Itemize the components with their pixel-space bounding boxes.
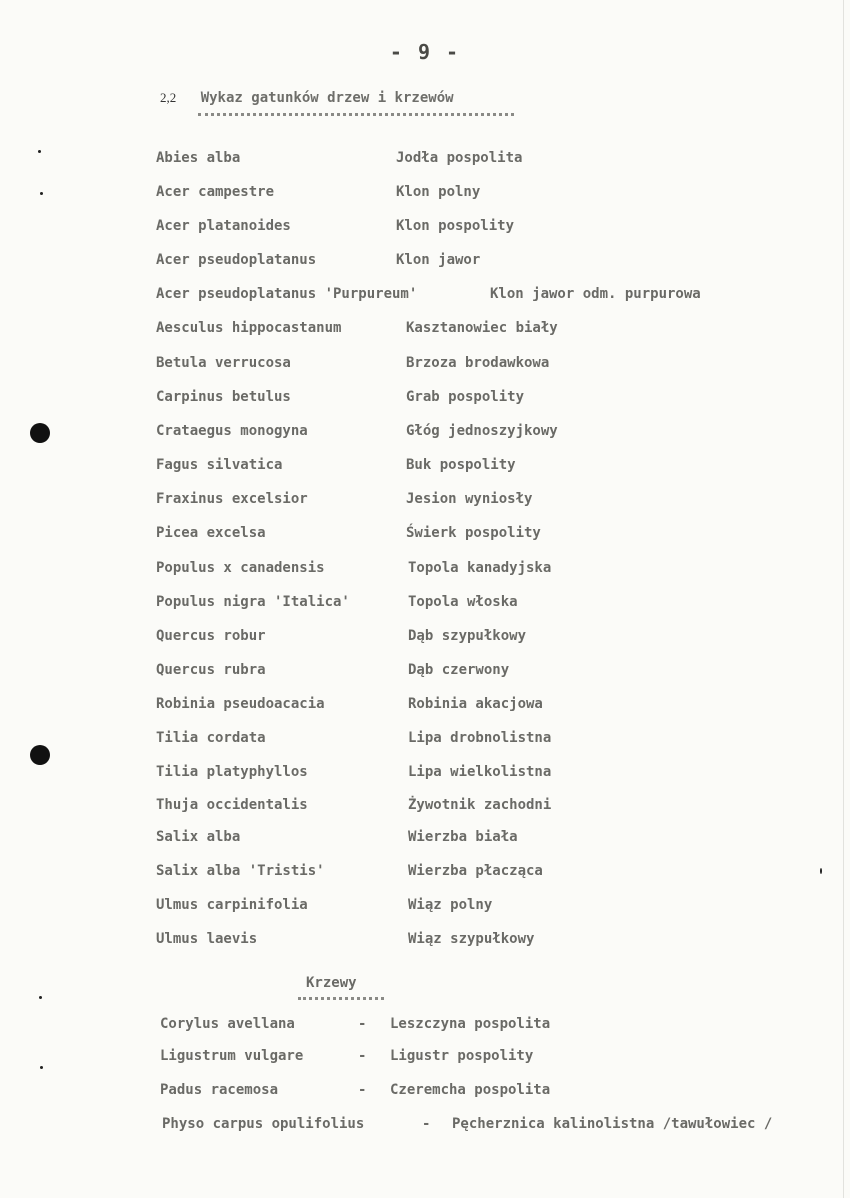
latin-name: Padus racemosa	[160, 1082, 279, 1098]
polish-name: Buk pospolity	[406, 457, 516, 473]
separator-dash: -	[422, 1116, 431, 1132]
section-heading	[160, 90, 454, 106]
polish-name: Żywotnik zachodni	[408, 797, 552, 813]
polish-name: Klon polny	[396, 184, 481, 200]
polish-name: Wierzba biała	[408, 829, 518, 845]
shrubs-heading-underline	[298, 997, 384, 1000]
section-title: Wykaz gatunków drzew i krzewów	[200, 90, 454, 106]
polish-name: Lipa drobnolistna	[408, 730, 552, 746]
latin-name: Ulmus carpinifolia	[156, 897, 308, 913]
polish-name: Robinia akacjowa	[408, 696, 543, 712]
latin-name: Corylus avellana	[160, 1016, 295, 1032]
latin-name: Fraxinus excelsior	[156, 491, 308, 507]
polish-name: Dąb szypułkowy	[408, 628, 527, 644]
polish-name: Klon jawor	[396, 252, 481, 268]
latin-name: Carpinus betulus	[156, 389, 291, 405]
polish-name: Lipa wielkolistna	[408, 764, 552, 780]
latin-name: Fagus silvatica	[156, 457, 283, 473]
polish-name: Pęcherznica kalinolistna /tawułowiec /	[452, 1116, 773, 1132]
latin-name: Quercus rubra	[156, 662, 266, 678]
latin-name: Populus x canadensis	[156, 560, 325, 576]
section-title-underline	[198, 113, 514, 116]
polish-name: Jodła pospolita	[396, 150, 523, 166]
polish-name: Głóg jednoszyjkowy	[406, 423, 558, 439]
latin-name: Salix alba 'Tristis'	[156, 863, 325, 879]
polish-name: Leszczyna pospolita	[390, 1016, 551, 1032]
latin-name: Acer pseudoplatanus	[156, 252, 317, 268]
polish-name: Topola włoska	[408, 594, 518, 610]
margin-speck	[40, 1066, 43, 1069]
section-number: 2,2	[160, 90, 177, 105]
shrubs-heading: Krzewy	[306, 975, 357, 991]
punch-hole	[30, 423, 50, 443]
separator-dash: -	[358, 1016, 367, 1032]
polish-name: Kasztanowiec biały	[406, 320, 558, 336]
margin-speck	[40, 192, 43, 195]
margin-speck	[39, 996, 42, 999]
separator-dash: -	[358, 1082, 367, 1098]
latin-name: Ligustrum vulgare	[160, 1048, 304, 1064]
latin-name: Acer pseudoplatanus 'Purpureum'	[156, 286, 418, 302]
polish-name: Topola kanadyjska	[408, 560, 552, 576]
page-number: - 9 -	[389, 40, 461, 64]
polish-name: Wiąz szypułkowy	[408, 931, 535, 947]
latin-name: Abies alba	[156, 150, 241, 166]
polish-name: Dąb czerwony	[408, 662, 510, 678]
separator-dash: -	[358, 1048, 367, 1064]
latin-name: Picea excelsa	[156, 525, 266, 541]
polish-name: Wierzba płacząca	[408, 863, 543, 879]
polish-name: Grab pospolity	[406, 389, 525, 405]
latin-name: Quercus robur	[156, 628, 266, 644]
polish-name: Wiąz polny	[408, 897, 493, 913]
paper-mark	[820, 868, 822, 874]
latin-name: Tilia platyphyllos	[156, 764, 308, 780]
polish-name: Jesion wyniosły	[406, 491, 533, 507]
polish-name: Klon pospolity	[396, 218, 515, 234]
polish-name: Brzoza brodawkowa	[406, 355, 550, 371]
latin-name: Thuja occidentalis	[156, 797, 308, 813]
latin-name: Betula verrucosa	[156, 355, 291, 371]
polish-name: Ligustr pospolity	[390, 1048, 534, 1064]
latin-name: Crataegus monogyna	[156, 423, 308, 439]
latin-name: Acer platanoides	[156, 218, 291, 234]
latin-name: Salix alba	[156, 829, 241, 845]
latin-name: Tilia cordata	[156, 730, 266, 746]
latin-name: Robinia pseudoacacia	[156, 696, 325, 712]
latin-name: Aesculus hippocastanum	[156, 320, 342, 336]
latin-name: Physo carpus opulifolius	[162, 1116, 365, 1132]
polish-name: Klon jawor odm. purpurowa	[490, 286, 701, 302]
punch-hole	[30, 745, 50, 765]
margin-speck	[38, 150, 41, 153]
latin-name: Populus nigra 'Italica'	[156, 594, 350, 610]
latin-name: Acer campestre	[156, 184, 275, 200]
polish-name: Świerk pospolity	[406, 525, 541, 541]
latin-name: Ulmus laevis	[156, 931, 258, 947]
polish-name: Czeremcha pospolita	[390, 1082, 551, 1098]
page-edge	[843, 0, 844, 1198]
